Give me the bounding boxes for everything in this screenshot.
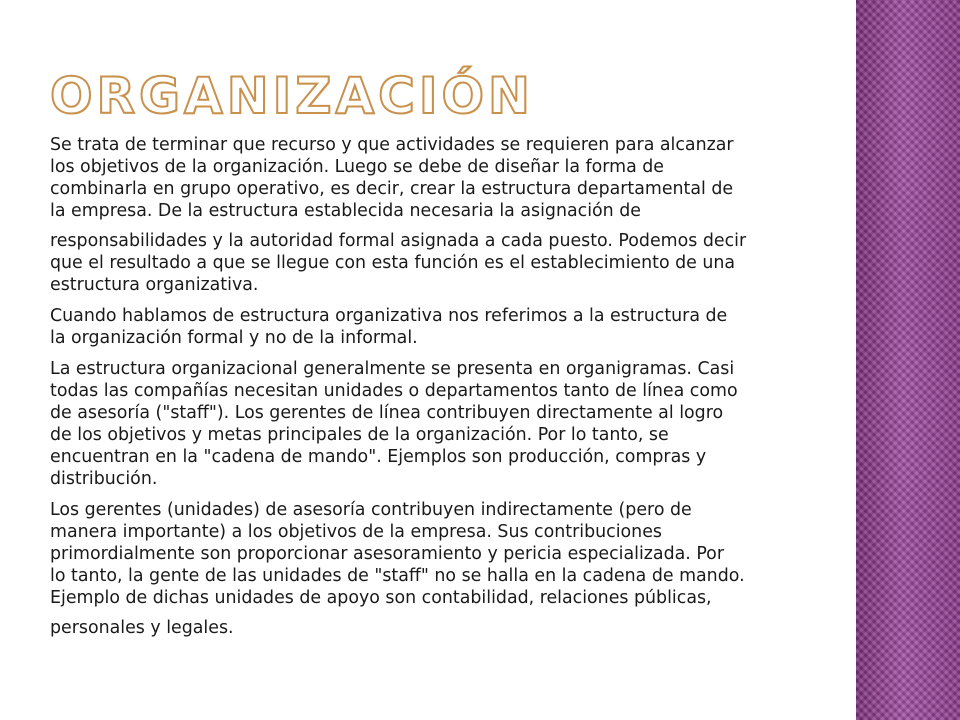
- text-line: Cuando hablamos de estructura organizativa nos referimos a la estructura de: [50, 306, 728, 326]
- text-line: distribución.: [50, 469, 158, 489]
- text-line: Se trata de terminar que recurso y que actividades se requieren para alcanzar: [50, 135, 734, 155]
- text-line: la organización formal y no de la informal.: [50, 328, 418, 348]
- text-line: todas las compañías necesitan unidades o departamentos tanto de línea como: [50, 381, 738, 401]
- paragraph-line-and-staff: [50, 358, 910, 490]
- text-line: Ejemplo de dichas unidades de apoyo son contabilidad, relaciones públicas,: [50, 588, 712, 608]
- text-line: estructura organizativa.: [50, 275, 259, 295]
- paragraph-organization-definition: [50, 134, 910, 296]
- paragraph-organizational-structure: [50, 305, 910, 349]
- text-line: que el resultado a que se llegue con esta función es el establecimiento de una: [50, 253, 736, 273]
- text-line: Los gerentes (unidades) de asesoría contribuyen indirectamente (pero de: [50, 500, 692, 520]
- text-line: responsabilidades y la autoridad formal asignada a cada puesto. Podemos decir: [50, 231, 747, 251]
- text-line: primordialmente son proporcionar asesoramiento y pericia especializada. Por: [50, 544, 724, 564]
- text-line: combinarla en grupo operativo, es decir, crear la estructura departamental de: [50, 179, 734, 199]
- text-line: encuentran en la "cadena de mando". Ejemplos son producción, compras y: [50, 447, 707, 467]
- text-line: de los objetivos y metas principales de la organización. Por lo tanto, se: [50, 425, 669, 445]
- text-line: personales y legales.: [50, 618, 234, 638]
- text-line: lo tanto, la gente de las unidades de "staff" no se halla en la cadena de mando.: [50, 566, 745, 586]
- text-line: manera importante) a los objetivos de la empresa. Sus contribuciones: [50, 522, 662, 542]
- text-line: de asesoría ("staff"). Los gerentes de línea contribuyen directamente al logro: [50, 403, 724, 423]
- slide-body: [50, 134, 910, 648]
- text-line: los objetivos de la organización. Luego se debe de diseñar la forma de: [50, 157, 664, 177]
- paragraph-staff-managers: [50, 499, 910, 639]
- text-line: La estructura organizacional generalmente se presenta en organigramas. Casi: [50, 359, 735, 379]
- text-line: la empresa. De la estructura establecida necesaria la asignación de: [50, 201, 641, 221]
- slide-title: ORGANIZACIÓN: [50, 67, 534, 125]
